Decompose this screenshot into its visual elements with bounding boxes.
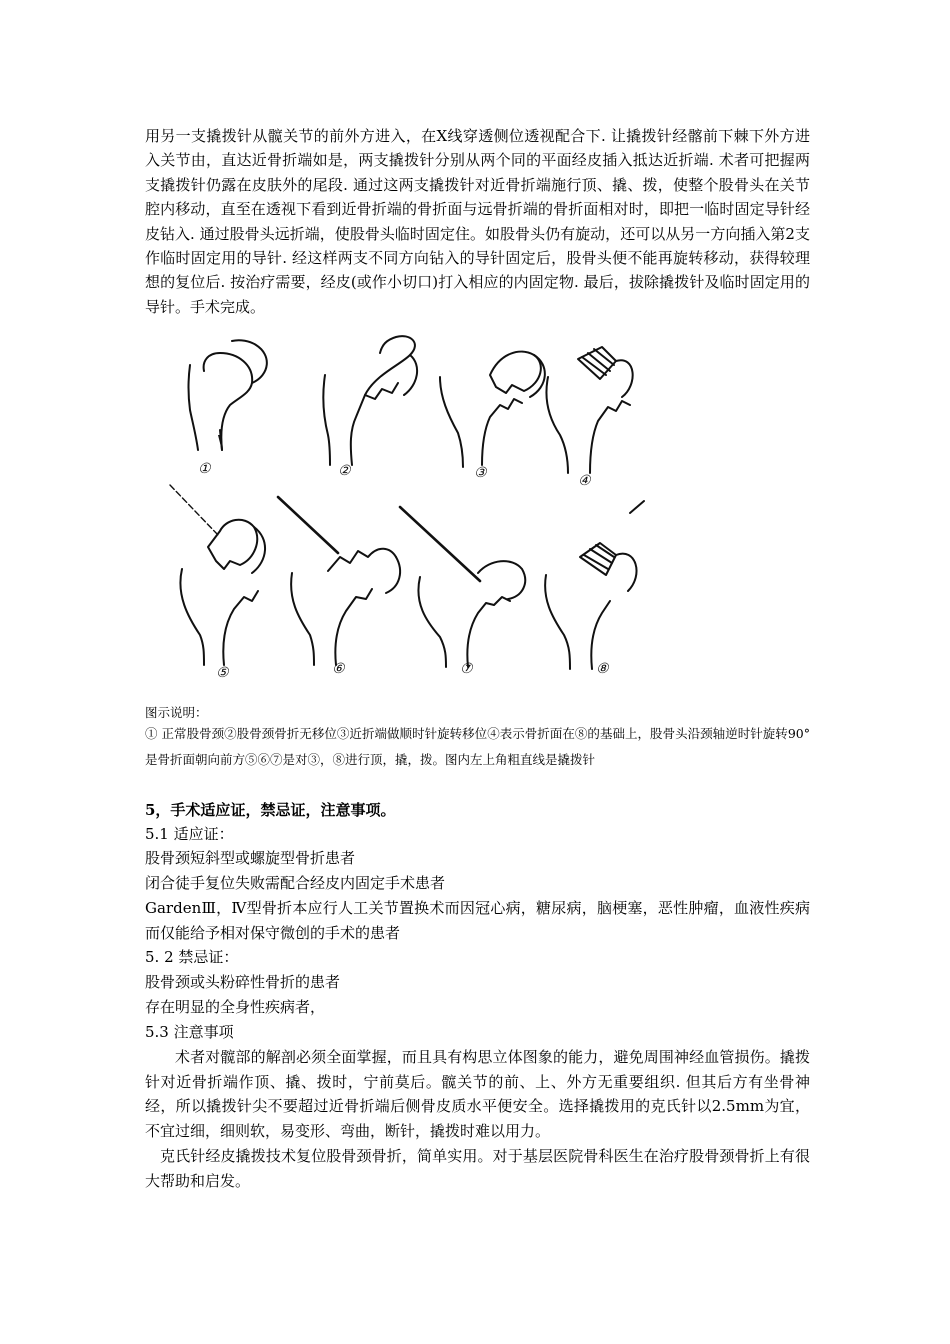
diagram-2-non-displaced — [323, 336, 417, 479]
section-5-1-title: 5.1 适应证： — [145, 825, 234, 843]
contraindication-item-2: 存在明显的全身性疾病者， — [145, 998, 326, 1016]
diagram-6-reduction — [278, 497, 400, 677]
diagram-label-1: ① — [198, 461, 211, 477]
diagram-label-4: ④ — [578, 473, 591, 489]
diagram-label-7: ⑦ — [460, 661, 473, 677]
diagram-label-5: ⑤ — [216, 665, 229, 681]
diagram-8-reduction — [545, 501, 644, 677]
contraindication-item-1: 股骨颈或头粉碎性骨折的患者 — [145, 973, 341, 991]
hip-fracture-diagrams — [160, 335, 660, 695]
fracture-diagram-figure — [160, 335, 660, 695]
caption-body: ① 正常股骨颈②股骨颈骨折无移位③近折端做顺时针旋转移位④表示骨折面在⑧的基础上，股骨头沿颈轴逆时针旋转90° 是骨折面朝向前方⑤⑥⑦是对③，⑧进行顶，撬，拨。图内左上角粗直线是撬拨针 — [145, 726, 810, 767]
section-5-2-title: 5. 2 禁忌证： — [145, 948, 239, 966]
diagram-3-rotated — [440, 352, 545, 481]
diagram-5-reduction — [170, 485, 265, 681]
indication-item-2: 闭合徒手复位失败需配合经皮内固定手术患者 — [145, 874, 446, 892]
section-5-heading: 5，手术适应证，禁忌证，注意事项。 — [145, 801, 396, 819]
intro-paragraph: 用另一支撬拨针从髋关节的前外方进入，在X线穿透侧位透视配合下. 让撬拨针经髂前下棘下外方进入关节由，直达近骨折端如是，两支撬拨针分别从两个同的平面经皮插入抵达近折端. 术者可把握两支撬拨针仍露在皮肤外的尾段. 通过这两支撬拨针对近骨折端施行顶、撬、拨，使整个股骨头在关节腔内移动，直至在透视下看到近骨折端的骨折面与远骨折端的骨折面相对时，即把一临时固定导针经皮钻入. 通过股骨头远折端，使股骨头临时固定住。如股骨头仍有旋动，还可以从另一方向插入第2支作临时固定用的导针. 经这样两支不同方向钻入的导针固定后，股骨头便不能再旋转移动，获得较理想的复位后. 按治疗需要，经皮(或作小切口)打入相应的内固定物. 最后，拔除撬拨针及临时固定用的导针。手术完成。 — [145, 127, 810, 316]
diagram-label-8: ⑧ — [596, 661, 609, 677]
diagram-label-2: ② — [338, 463, 351, 479]
diagram-1-normal-neck — [189, 340, 267, 477]
indication-item-3: GardenⅢ，Ⅳ型骨折本应行人工关节置换术而因冠心病，糖尿病，脑梗塞，恶性肿瘤，血液性疾病而仅能给予相对保守微创的手术的患者 — [145, 899, 810, 942]
diagram-label-3: ③ — [474, 465, 487, 481]
closing-paragraph: 克氏针经皮撬拨技术复位股骨颈骨折，简单实用。对于基层医院骨科医生在治疗股骨颈骨折上有很大帮助和启发。 — [145, 1147, 810, 1190]
diagram-label-6: ⑥ — [332, 661, 345, 677]
section-5-3-title: 5.3 注意事项 — [145, 1023, 234, 1041]
diagram-4-rotated-90 — [547, 347, 633, 489]
diagram-7-reduction — [400, 507, 525, 677]
precautions-paragraph: 术者对髋部的解剖必须全面掌握，而且具有构思立体图象的能力，避免周围神经血管损伤。撬拨针对近骨折端作顶、撬、拨时，宁前莫后。髋关节的前、上、外方无重要组织. 但其后方有坐骨神经，所以撬拨针尖不要超过近骨折端后侧骨皮质水平便安全。选择撬拨用的克氏针以2.5mm为宜，不宜过细，细则软，易变形、弯曲，断针，撬拨时难以用力。 — [145, 1048, 810, 1140]
indication-item-1: 股骨颈短斜型或螺旋型骨折患者 — [145, 849, 356, 867]
caption-title: 图示说明： — [145, 705, 208, 720]
